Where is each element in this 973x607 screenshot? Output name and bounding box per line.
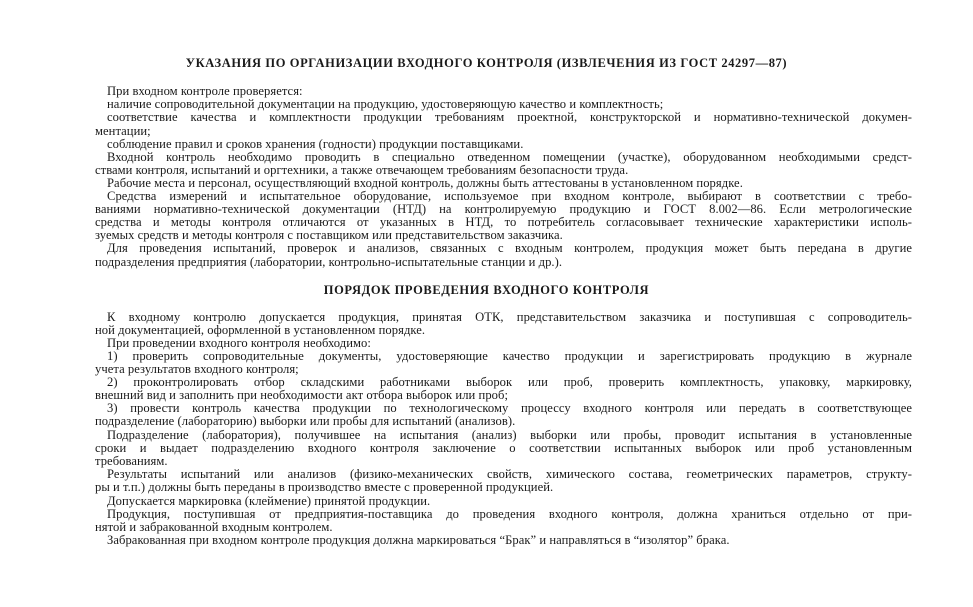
paragraph-line: средства и методы контроля отличаются от указанных в НТД, то потребитель согласовывает технические характеристики исполь- xyxy=(95,215,912,229)
paragraph-line: ствами контроля, испытаний и оргтехники, а также отвечающем требованиям безопасности труда. xyxy=(95,163,629,177)
paragraph-line: учета результатов входного контроля; xyxy=(95,362,299,376)
paragraph-line: Допускается маркировка (клеймение) принятой продукции. xyxy=(107,494,431,508)
paragraph-line: сроки и выдает подразделению входного контроля заключение о соответствии испытанных выборок или проб установленным xyxy=(95,441,912,455)
paragraph-line: Забракованная при входном контроле продукция должна маркироваться “Брак” и направляться в “изолятор” брака. xyxy=(107,533,730,547)
paragraph-line: ры и т.п.) должны быть переданы в производство вместе с проверенной продукцией. xyxy=(95,480,554,494)
paragraph-line: нятой и забракованной входным контролем. xyxy=(95,520,333,534)
paragraph-line: 2) проконтролировать отбор складскими работниками выборок или проб, проверить комплектность, упаковку, маркировку, xyxy=(107,375,912,389)
paragraph-line: зуемых средств и методы контроля с поставщиком или представительством заказчика. xyxy=(95,228,563,242)
paragraph-line: Входной контроль необходимо проводить в специально отведенном помещении (участке), оборудованном необходимыми средст- xyxy=(107,150,912,164)
paragraph-line: Для проведения испытаний, проверок и анализов, связанных с входным контролем, продукция может быть передана в другие xyxy=(107,241,912,255)
paragraph-line: ной документацией, оформленной в установленном порядке. xyxy=(95,323,426,337)
paragraph-line: Результаты испытаний или анализов (физико-механических свойств, химического состава, геометрических параметров, структу- xyxy=(107,467,912,481)
section-heading: УКАЗАНИЯ ПО ОРГАНИЗАЦИИ ВХОДНОГО КОНТРОЛЯ (ИЗВЛЕЧЕНИЯ ИЗ ГОСТ 24297—87) xyxy=(185,56,788,70)
paragraph-line: При входном контроле проверяется: xyxy=(107,84,303,98)
paragraph-line: ваниями нормативно-технической документации (НТД) на контролируемую продукцию и ГОСТ 8.002—86. Если метрологические xyxy=(95,202,912,216)
paragraph-line: подразделение (лабораторию) выборки или пробы для испытаний (анализов). xyxy=(95,414,516,428)
paragraph-line: ментации; xyxy=(95,124,151,138)
paragraph-line: Продукция, поступившая от предприятия-поставщика до проведения входного контроля, должна храниться отдельно от при- xyxy=(107,507,912,521)
paragraph-line: При проведении входного контроля необходимо: xyxy=(107,336,371,350)
paragraph-line: соблюдение правил и сроков хранения (годности) продукции поставщиками. xyxy=(107,137,524,151)
paragraph-line: наличие сопроводительной документации на продукцию, удостоверяющую качество и комплектность; xyxy=(107,97,664,111)
paragraph-line: внешний вид и заполнить при необходимости акт отбора выборок или проб; xyxy=(95,388,509,402)
paragraph-line: К входному контролю допускается продукция, принятая ОТК, представительством заказчика и поступившая с сопроводитель- xyxy=(107,310,912,324)
section-heading: ПОРЯДОК ПРОВЕДЕНИЯ ВХОДНОГО КОНТРОЛЯ xyxy=(323,283,650,297)
paragraph-line: Рабочие места и персонал, осуществляющий входной контроль, должны быть аттестованы в установленном порядке. xyxy=(107,176,743,190)
paragraph-line: требованиям. xyxy=(95,454,168,468)
paragraph-line: Подразделение (лаборатория), получившее на испытания (анализ) выборки или пробы, проводит испытания в установленные xyxy=(107,428,912,442)
paragraph-line: 3) провести контроль качества продукции по технологическому процессу входного контроля или передать в соответствующее xyxy=(107,401,912,415)
paragraph-line: Средства измерений и испытательное оборудование, используемое при входном контроле, выбирают в соответствии с требо- xyxy=(107,189,912,203)
paragraph-line: соответствие качества и комплектности продукции требованиям проектной, конструкторской и нормативно-технической докумен- xyxy=(107,110,912,124)
paragraph-line: 1) проверить сопроводительные документы, удостоверяющие качество продукции и зарегистрировать продукцию в журнале xyxy=(107,349,912,363)
paragraph-line: подразделения предприятия (лаборатории, контрольно-испытательные станции и др.). xyxy=(95,255,563,269)
